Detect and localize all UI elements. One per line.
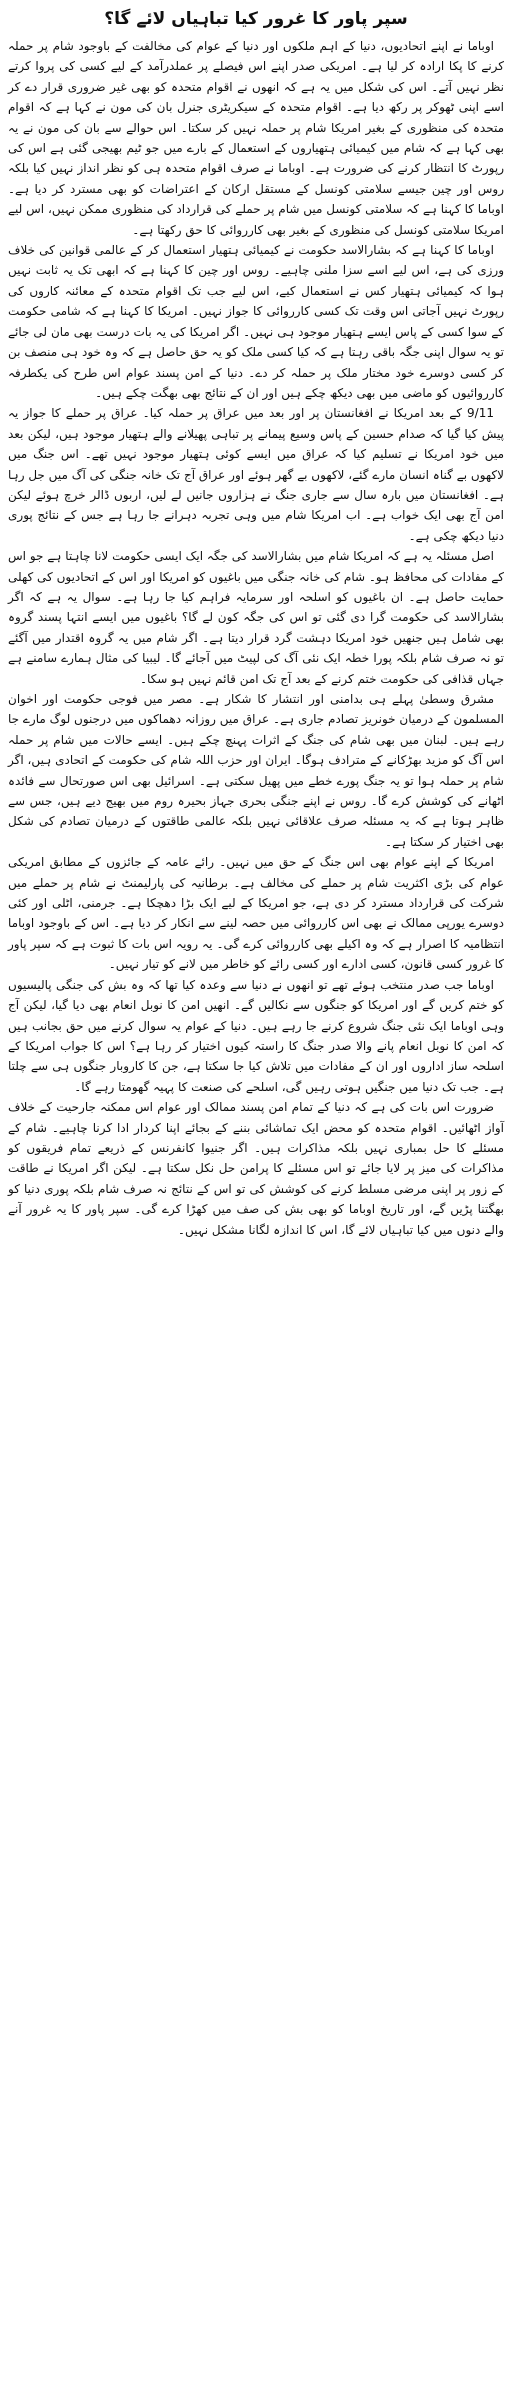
article-paragraph-7: اوباما جب صدر منتخب ہوئے تھے تو انھوں نے دنیا سے وعدہ کیا تھا کہ وہ بش کی جنگی پالیسیوں کو ختم کریں گے اور امریکا کو جنگوں سے نکالیں گے۔ انھیں امن کا نوبل انعام بھی دیا گیا، لیکن آج وہی اوباما ایک نئی جنگ شروع کرنے جا رہے ہیں۔ دنیا کے عوام یہ سوال کرنے میں حق بجانب ہیں کہ امن کا نوبل انعام پانے والا صدر جنگ کا راستہ کیوں اختیار کر رہا ہے؟ اس کا جواب امریکا کے اسلحہ ساز اداروں اور ان کے مفادات میں تلاش کیا جا سکتا ہے، جن کا کاروبار جنگوں ہی سے چلتا ہے۔ جب تک دنیا میں جنگیں ہوتی رہیں گی، اسلحے کی صنعت کا پہیہ گھومتا رہے گا۔ — [8, 977, 504, 1094]
article-paragraph-1: اوباما نے اپنے اتحادیوں، دنیا کے اہم ملکوں اور دنیا کے عوام کی مخالفت کے باوجود شام پر حملہ کرنے کا پکا ارادہ کر لیا ہے۔ امریکی صدر اپنے اس فیصلے پر عملدرآمد کے لیے کسی کی پروا کرتے نظر نہیں آتے۔ اس کی شکل میں یہ ہے کہ انھوں نے اقوام متحدہ کو بھی غیر ضروری قرار دے کر اسے اپنی ٹھوکر پر رکھ دیا ہے۔ اقوام متحدہ کے سیکریٹری جنرل بان کی مون نے کہا ہے کہ اقوام متحدہ کی منظوری کے بغیر امریکا شام پر حملہ نہیں کر سکتا۔ اس حوالے سے بان کی مون نے یہ بھی کہا ہے کہ شام میں کیمیائی ہتھیاروں کے استعمال کے بارے میں جو ٹیم بھیجی گئی ہے اس کی رپورٹ کا انتظار کرنے کی ضرورت ہے۔ اوباما نے صرف اقوام متحدہ ہی کو نظر انداز نہیں کیا بلکہ روس اور چین جیسے سلامتی کونسل کے مستقل ارکان کے اعتراضات کو بھی مسترد کر دیا ہے۔ اوباما کا کہنا ہے کہ سلامتی کونسل میں شام پر حملے کی قرارداد کی منظوری ممکن نہیں، اس لیے امریکا سلامتی کونسل کی منظوری کے بغیر بھی کارروائی کا حق رکھتا ہے۔ — [8, 39, 504, 237]
article-paragraph-3: 9/11 کے بعد امریکا نے افغانستان پر اور بعد میں عراق پر حملہ کیا۔ عراق پر حملے کا جواز یہ پیش کیا گیا کہ صدام حسین کے پاس وسیع پیمانے پر تباہی پھیلانے والے ہتھیار موجود ہیں، لیکن بعد میں خود امریکا نے تسلیم کیا کہ عراق میں ایسے کوئی ہتھیار موجود نہیں تھے۔ اس جنگ میں لاکھوں بے گناہ انسان مارے گئے، لاکھوں بے گھر ہوئے اور عراق آج تک خانہ جنگی کی آگ میں جل رہا ہے۔ افغانستان میں بارہ سال سے جاری جنگ نے ہزاروں جانیں لے لیں، اربوں ڈالر خرچ ہوئے لیکن امن آج بھی ایک خواب ہے۔ اب امریکا شام میں وہی تجربہ دہرانے جا رہا ہے جس کے نتائج پوری دنیا دیکھ چکی ہے۔ — [8, 406, 504, 543]
article-headline: سپر پاور کا غرور کیا تباہیاں لائے گا؟ — [104, 9, 408, 29]
article-paragraph-8: ضرورت اس بات کی ہے کہ دنیا کے تمام امن پسند ممالک اور عوام اس ممکنہ جارحیت کے خلاف آواز اٹھائیں۔ اقوام متحدہ کو محض ایک تماشائی بننے کے بجائے اپنا کردار ادا کرنا چاہیے۔ شام کے مسئلے کا حل بمباری نہیں بلکہ مذاکرات ہیں۔ اگر جنیوا کانفرنس کے ذریعے تمام فریقوں کو مذاکرات کی میز پر لایا جائے تو اس مسئلے کا پرامن حل نکل سکتا ہے۔ لیکن اگر امریکا نے طاقت کے زور پر اپنی مرضی مسلط کرنے کی کوشش کی تو اس کے نتائج نہ صرف شام بلکہ پوری دنیا کو بھگتنا پڑیں گے، اور تاریخ اوباما کو بھی بش کی صف میں کھڑا کرے گی۔ سپر پاور کا یہ غرور آنے والے دنوں میں کیا تباہیاں لائے گا، اس کا اندازہ لگانا مشکل نہیں۔ — [8, 1100, 504, 1237]
article-paragraph-4: اصل مسئلہ یہ ہے کہ امریکا شام میں بشارالاسد کی جگہ ایک ایسی حکومت لانا چاہتا ہے جو اس کے مفادات کی محافظ ہو۔ شام کی خانہ جنگی میں باغیوں کو امریکا اور اس کے اتحادیوں کی کھلی حمایت حاصل ہے۔ ان باغیوں کو اسلحہ اور سرمایہ فراہم کیا جا رہا ہے۔ سوال یہ ہے کہ اگر بشارالاسد کی حکومت گرا دی گئی تو اس کی جگہ کون لے گا؟ باغیوں میں ایسے انتہا پسند گروہ بھی شامل ہیں جنھیں خود امریکا دہشت گرد قرار دیتا ہے۔ اگر شام میں یہ گروہ اقتدار میں آگئے تو نہ صرف شام بلکہ پورا خطہ ایک نئی آگ کی لپیٹ میں آجائے گا۔ لیبیا کی مثال ہمارے سامنے ہے جہاں قذافی کی حکومت ختم کرنے کے بعد آج تک امن قائم نہیں ہو سکا۔ — [8, 549, 504, 686]
article-paragraph-6: امریکا کے اپنے عوام بھی اس جنگ کے حق میں نہیں۔ رائے عامہ کے جائزوں کے مطابق امریکی عوام کی بڑی اکثریت شام پر حملے کی مخالف ہے۔ برطانیہ کی پارلیمنٹ نے شام پر حملے میں شرکت کی قرارداد مسترد کر دی ہے، جو امریکا کے لیے ایک بڑا دھچکا ہے۔ جرمنی، اٹلی اور کئی دوسرے یورپی ممالک نے بھی اس کارروائی میں حصہ لینے سے انکار کر دیا ہے۔ اس کے باوجود اوباما انتظامیہ کا اصرار ہے کہ وہ اکیلے بھی کارروائی کرے گی۔ یہ رویہ اس بات کا ثبوت ہے کہ سپر پاور کا غرور کسی قانون، کسی ادارے اور کسی رائے کو خاطر میں لانے کو تیار نہیں۔ — [8, 855, 504, 972]
article-paragraph-5: مشرق وسطیٰ پہلے ہی بدامنی اور انتشار کا شکار ہے۔ مصر میں فوجی حکومت اور اخوان المسلمون کے درمیان خونریز تصادم جاری ہے۔ عراق میں روزانہ دھماکوں میں درجنوں لوگ مارے جا رہے ہیں۔ لبنان میں بھی شام کی جنگ کے اثرات پہنچ چکے ہیں۔ ایسے حالات میں شام پر حملہ اس آگ کو مزید بھڑکانے کے مترادف ہوگا۔ ایران اور حزب اللہ شام کی حکومت کے اتحادی ہیں، اگر شام پر حملہ ہوا تو یہ جنگ پورے خطے میں پھیل سکتی ہے۔ اسرائیل بھی اس صورتحال سے فائدہ اٹھانے کی کوشش کرے گا۔ روس نے اپنے جنگی بحری جہاز بحیرہ روم میں بھیج دیے ہیں، جس سے ظاہر ہوتا ہے کہ یہ مسئلہ صرف علاقائی نہیں بلکہ عالمی طاقتوں کے درمیان تصادم کی شکل بھی اختیار کر سکتا ہے۔ — [8, 692, 504, 849]
article-body — [8, 36, 504, 1240]
article-paragraph-2: اوباما کا کہنا ہے کہ بشارالاسد حکومت نے کیمیائی ہتھیار استعمال کر کے عالمی قوانین کی خلاف ورزی کی ہے، اس لیے اسے سزا ملنی چاہیے۔ روس اور چین کا کہنا ہے کہ ابھی تک یہ ثابت نہیں ہوا کہ کیمیائی ہتھیار کس نے استعمال کیے، اس لیے جب تک اقوام متحدہ کے معائنہ کاروں کی رپورٹ نہیں آجاتی اس وقت تک کسی کارروائی کا جواز نہیں۔ امریکا کا کہنا ہے کہ شامی حکومت کے سوا کسی کے پاس ایسے ہتھیار موجود ہی نہیں۔ اگر امریکا کی یہ بات درست بھی مان لی جائے تو یہ سوال اپنی جگہ باقی رہتا ہے کہ کیا کسی ملک کو یہ حق حاصل ہے کہ وہ خود ہی منصف بن کر کسی دوسرے خود مختار ملک پر حملہ کر دے۔ دنیا کے امن پسند عوام اس طرح کی یکطرفہ کارروائیوں کو ماضی میں بھی دیکھ چکے ہیں اور ان کے نتائج بھی بھگت چکے ہیں۔ — [8, 243, 504, 400]
